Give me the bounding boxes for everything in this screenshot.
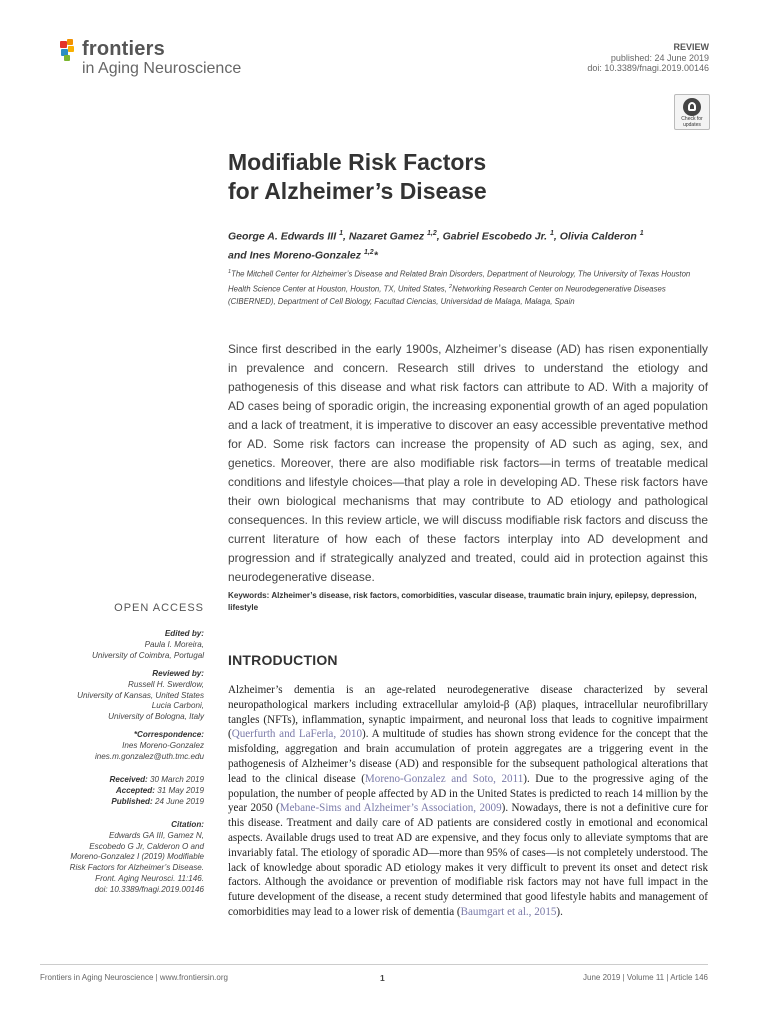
footer-journal-site[interactable]: Frontiers in Aging Neuroscience | www.frontiersin.org	[40, 973, 228, 982]
citation-link[interactable]: Mebane-Sims and Alzheimer’s Association, 2009	[279, 802, 502, 815]
author-affil-sup: 1	[639, 230, 644, 237]
keywords: Keywords: Alzheimer’s disease, risk factors, comorbidities, vascular disease, traumatic brain injury, epilepsy, depression, lifestyle	[228, 591, 697, 612]
author-name[interactable]: George A. Edwards III	[228, 230, 337, 243]
title-line2: for Alzheimer’s Disease	[228, 178, 487, 204]
frontiers-logo-icon	[57, 38, 83, 64]
badge-line1: Check for	[681, 116, 703, 122]
intro-text: Alzheimer’s dementia is an age-related neurodegenerative disease characterized by several neuropathological markers including extracellular amyloid-β (Aβ) plaques, intracellular neurofibrillary tangles (NFTs), inflammation, synaptic impairment, and neuronal loss that leads to cognitive impairment (	[228, 684, 708, 741]
citation-line: Risk Factors for Alzheimer’s Disease.	[69, 863, 204, 873]
affiliation-sup: 2	[449, 283, 453, 290]
article-meta-header	[587, 42, 709, 74]
footer-issue-info: June 2019 | Volume 11 | Article 146	[583, 973, 708, 982]
check-for-updates-badge[interactable]	[674, 94, 710, 130]
article-title	[228, 148, 708, 206]
author-affil-sup: 1	[550, 230, 554, 237]
accepted-label: Accepted:	[115, 785, 155, 795]
affiliation-2: Networking Research Center on Neurodegenerative Diseases (CIBERNED), Department of Cell Biology, Facultad Ciencias, Universidad de Malaga, Malaga, Spain	[228, 284, 666, 306]
title-line1: Modifiable Risk Factors	[228, 149, 487, 175]
published-date: 24 June 2019	[154, 796, 204, 806]
corresponding-mark: *	[373, 249, 378, 261]
accepted-date: 31 May 2019	[157, 785, 204, 795]
citation-line: Moreno-Gonzalez I (2019) Modifiable	[70, 852, 204, 862]
author-name[interactable]: Gabriel Escobedo Jr.	[442, 230, 548, 243]
author-affil-sup: 1	[339, 230, 343, 237]
citation-link[interactable]: Querfurth and LaFerla, 2010	[231, 728, 363, 741]
intro-text: ). Due to the progressive aging of the population, the number of people affected by AD in the United States is predicted to reach 14 million by the year 2050 (	[228, 772, 709, 815]
affiliation-1: The Mitchell Center for Alzheimer’s Disease and Related Brain Disorders, Department of Neurology, The University of Texas Houston Health Science Center at Houston, Houston, TX, United States,	[228, 269, 691, 294]
article-type: REVIEW	[673, 42, 709, 52]
footer-divider	[40, 964, 708, 965]
received-date: 30 March 2019	[150, 774, 204, 784]
introduction-paragraph	[228, 683, 708, 920]
author-affil-sup: 1,2	[427, 230, 437, 237]
abstract: Since first described in the early 1900s, Alzheimer’s disease (AD) has risen exponentially in prevalence and concern. Research still drives to understand the etiology and pathogenesis of this disease and what risk factors can attribute to AD. With a majority of AD cases being of sporadic origin, the increasing exponential growth of an aged population and a lack of treatment, it is imperative to discover an easy accessible preventative method for AD. Some risk factors can increase the propensity of AD such as aging, sex, and genetics. Moreover, there are also modifiable risk factors—in terms of treatable medical conditions and lifestyle choices—that play a role in developing AD. These risk factors have their own biological mechanisms that may contribute to AD etiology and pathological consequences. In this review article, we will discuss modifiable risk factors and discuss the current literature of how each of these factors interplay into AD development and progression and if strategically analyzed and treated, could aid in protection against this neurodegenerative disease.	[228, 342, 708, 584]
edited-by-label: Edited by:	[164, 629, 204, 638]
intro-text: ). Nowadays, there is not a definitive cure for this disease. Treatment and daily care of AD patients are considered costly in emotional and economical aspects. Available drugs used to treat AD are expensive, and they focus only to alleviate symptoms that are invariably fatal. The etiology of sporadic AD—more than 95% of cases—is not completely understood. The lack of knowledge about sporadic AD etiology makes it very difficult to prevent its onset and detect risk factors. Although the avoidance or prevention of modifiable risk factors may not have full impact in the future development of the disease, a recent study determined that good lifestyle habits and management of comorbidities may lead to a lower risk of dementia (	[228, 802, 708, 918]
bookmark-icon	[683, 98, 701, 116]
reviewed-by-label: Reviewed by:	[152, 668, 204, 678]
doi-header[interactable]: doi: 10.3389/fnagi.2019.00146	[587, 63, 709, 73]
citation-line: Front. Aging Neurosci. 11:146.	[95, 874, 204, 884]
open-access-label: OPEN ACCESS	[114, 602, 204, 614]
citation-link[interactable]: Baumgart et al., 2015	[460, 905, 557, 918]
reviewer-affiliation: University of Bologna, Italy	[108, 712, 204, 722]
citation-doi[interactable]: doi: 10.3389/fnagi.2019.00146	[94, 885, 204, 895]
citation-line: Edwards GA III, Gamez N,	[108, 830, 204, 840]
affiliations	[228, 266, 708, 308]
author-name[interactable]: Olivia Calderon	[559, 230, 637, 243]
published-date-header: published: 24 June 2019	[610, 52, 709, 63]
editor-affiliation: University of Coimbra, Portugal	[91, 650, 204, 660]
author-list: George A. Edwards III $^1$, Nazaret Gamez $^{1,2}$, Gabriel Escobedo Jr. $^1$, Olivia Calderon $^1$ and Ines Moreno-Gonzalez $^{1,2}$*	[228, 230, 644, 261]
page-number: 1	[380, 973, 385, 983]
article-info-sidebar	[40, 629, 204, 896]
affiliation-sup: 1	[228, 269, 232, 275]
intro-text: ). A multitude of studies has shown strong evidence for the concept that the misfolding, aggregation and brain accumulation of protein aggregates are a triggering event in the pathogenesis of Alzheimer’s disease (AD) and responsible for the subsequent pathological alterations that lead to the clinical disease (	[228, 728, 708, 785]
correspondence-name: Ines Moreno-Gonzalez	[122, 741, 204, 751]
citation-label: Citation:	[171, 819, 204, 829]
intro-text: ).	[556, 905, 563, 918]
author-name[interactable]: Ines Moreno-Gonzalez	[249, 249, 362, 261]
editor-name: Paula I. Moreira,	[144, 639, 204, 649]
received-label: Received:	[109, 774, 148, 784]
authors-and: and	[228, 249, 247, 261]
citation-link[interactable]: Moreno-Gonzalez and Soto, 2011	[364, 772, 524, 785]
citation-line: Escobedo G Jr, Calderon O and	[89, 841, 204, 851]
reviewer-affiliation: University of Kansas, United States	[77, 690, 204, 700]
author-affil-sup: 1,2	[363, 248, 374, 256]
logo-wordmark: frontiers	[82, 38, 165, 60]
section-heading-introduction: INTRODUCTION	[228, 652, 338, 668]
correspondence-email[interactable]: ines.m.gonzalez@uth.tmc.edu	[95, 752, 204, 762]
reviewer-name: Russell H. Swerdlow,	[127, 679, 204, 689]
correspondence-label: *Correspondence:	[133, 730, 204, 740]
author-name[interactable]: Nazaret Gamez	[348, 230, 425, 243]
published-label: Published:	[111, 796, 153, 806]
journal-name: in Aging Neuroscience	[82, 60, 242, 77]
reviewer-name: Lucia Carboni,	[151, 701, 204, 711]
badge-line2: updates	[683, 121, 701, 128]
